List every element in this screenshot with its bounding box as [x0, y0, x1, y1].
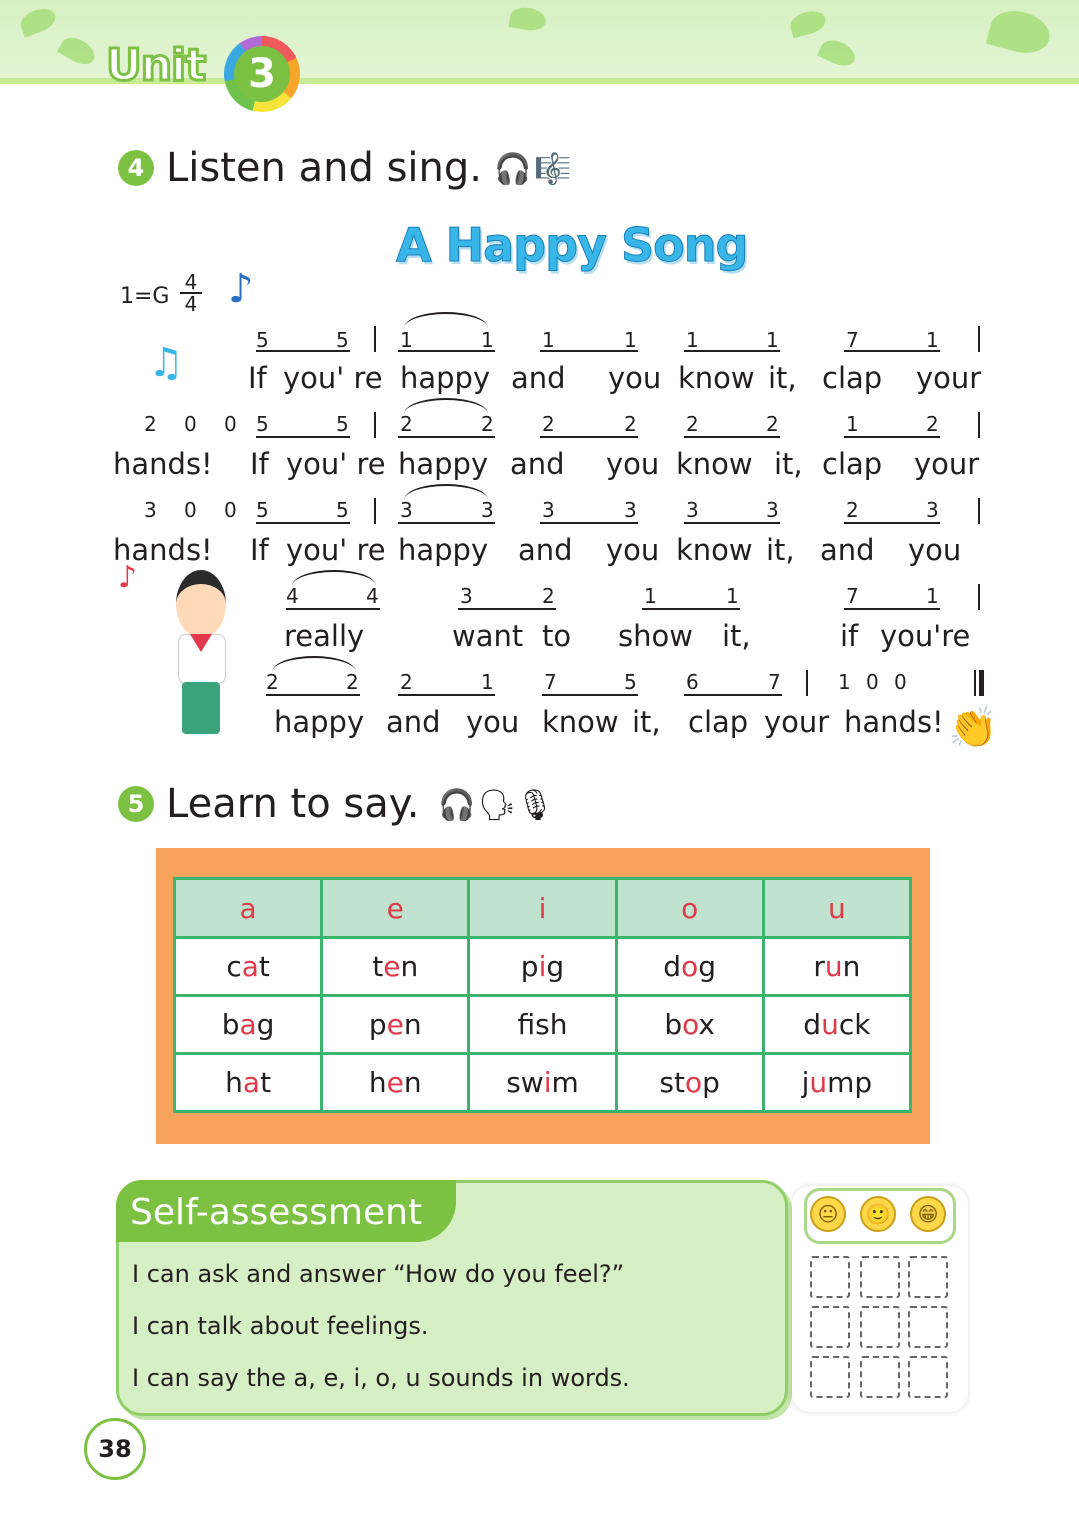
note: 4 — [286, 584, 299, 608]
beam — [684, 694, 782, 696]
word-part: j — [801, 1066, 810, 1099]
note: 3 — [144, 498, 157, 522]
lyric: clap — [822, 447, 883, 481]
lyric: and — [510, 447, 565, 481]
lyric: it, — [774, 447, 803, 481]
note: 7 — [544, 670, 557, 694]
word-vowel: u — [821, 1008, 839, 1041]
note: 0 — [894, 670, 907, 694]
self-assessment-item: I can say the a, e, i, o, u sounds in words. — [132, 1364, 630, 1392]
unit-number: 3 — [234, 46, 290, 102]
bar-line — [978, 584, 980, 610]
word-part: t — [260, 1066, 272, 1099]
boy-head — [176, 570, 226, 638]
note: 1 — [838, 670, 851, 694]
word-vowel: e — [383, 950, 401, 983]
beam — [684, 436, 780, 438]
bar-line — [806, 670, 808, 696]
slur — [404, 398, 488, 414]
beam — [540, 350, 638, 352]
lyric: it, — [768, 361, 797, 395]
bar-line — [978, 326, 980, 352]
word-part: h — [368, 1066, 387, 1099]
word-part: t — [372, 950, 384, 983]
slur — [404, 484, 488, 500]
boy-trousers — [182, 682, 220, 734]
note: 1 — [926, 328, 939, 352]
grinning-face-icon: 😁 — [910, 1196, 946, 1232]
note: 1 — [644, 584, 657, 608]
note: 2 — [481, 412, 494, 436]
time-signature-bottom: 4 — [184, 292, 198, 316]
lyric: you're — [880, 619, 971, 653]
note: 2 — [766, 412, 779, 436]
music-notes-icon: ♫ — [148, 340, 184, 386]
microphone-icon[interactable]: 🎙 — [516, 788, 555, 823]
word-cell — [469, 996, 616, 1054]
note: 2 — [846, 498, 859, 522]
beam — [540, 522, 638, 524]
lyric: and — [511, 361, 566, 395]
lyric: it, — [632, 705, 661, 739]
unit-number-badge — [224, 36, 300, 112]
beam — [542, 694, 638, 696]
bar-line — [978, 412, 980, 438]
self-assessment-item: I can talk about feelings. — [132, 1312, 429, 1340]
note: 3 — [400, 498, 413, 522]
key-signature: 1=G — [120, 284, 170, 309]
note: 3 — [686, 498, 699, 522]
word-part: g — [256, 1008, 275, 1041]
word-part: m — [551, 1066, 579, 1099]
headphones-icon[interactable]: 🎧 — [438, 788, 476, 823]
note: 7 — [846, 328, 859, 352]
headphones-icon[interactable]: 🎧 — [494, 152, 532, 187]
rating-checkbox[interactable] — [810, 1256, 850, 1298]
word-cell — [175, 1054, 322, 1112]
word-vowel: i — [538, 950, 547, 983]
lyric: you — [908, 533, 962, 567]
word-cell — [616, 1054, 763, 1112]
word-part: b — [221, 1008, 240, 1041]
note: 2 — [266, 670, 279, 694]
word-vowel: o — [682, 1008, 699, 1041]
beam — [844, 522, 940, 524]
word-vowel: o — [681, 950, 699, 983]
note: 2 — [400, 412, 413, 436]
unit-label: Unit — [106, 40, 206, 91]
rating-checkbox[interactable] — [810, 1306, 850, 1348]
beam — [256, 522, 350, 524]
vowel-table — [173, 877, 912, 1113]
beam — [266, 694, 360, 696]
word-cell — [763, 1054, 910, 1112]
note: 1 — [481, 670, 494, 694]
word-part: b — [664, 1008, 683, 1041]
lyric: happy — [400, 361, 491, 395]
word-part: p — [702, 1066, 720, 1099]
word-part: n — [842, 950, 861, 983]
word-part: p — [368, 1008, 387, 1041]
lyric: know — [678, 361, 755, 395]
note: 2 — [542, 412, 555, 436]
end-bar-line-thick — [979, 670, 984, 696]
lyric: happy — [398, 447, 489, 481]
word-part: mp — [827, 1066, 873, 1099]
note: 1 — [766, 328, 779, 352]
lyric: you' re — [286, 533, 386, 567]
music-note-icon[interactable]: 🎼 — [534, 152, 572, 187]
lyric: hands! — [113, 533, 213, 567]
word-part: g — [698, 950, 716, 983]
note: 2 — [144, 412, 157, 436]
lyric: it, — [766, 533, 795, 567]
bar-line — [374, 326, 376, 352]
note: 5 — [336, 412, 349, 436]
word-vowel: i — [543, 1066, 552, 1099]
note: 0 — [224, 498, 237, 522]
note: 2 — [686, 412, 699, 436]
word-part: sh — [535, 1008, 568, 1041]
note: 0 — [184, 498, 197, 522]
note: 5 — [256, 328, 269, 352]
lyric: know — [676, 533, 753, 567]
word-vowel: u — [809, 1066, 828, 1099]
word-part: sw — [506, 1066, 544, 1099]
table-row — [175, 938, 911, 996]
lyric: your — [764, 705, 830, 739]
note: 2 — [926, 412, 939, 436]
lyric: want — [452, 619, 524, 653]
vowel-header: i — [469, 879, 616, 938]
word-part: d — [803, 1008, 822, 1041]
beam — [398, 522, 495, 524]
word-part: t — [258, 950, 270, 983]
lyric: it, — [722, 619, 751, 653]
page-number: 38 — [84, 1418, 146, 1480]
vowel-header: o — [616, 879, 763, 938]
vowel-header: a — [175, 879, 322, 938]
rating-checkbox[interactable] — [810, 1356, 850, 1398]
word-cell — [616, 996, 763, 1054]
beam — [684, 350, 780, 352]
note: 2 — [346, 670, 359, 694]
lyric: If — [250, 447, 269, 481]
word-vowel: e — [386, 1008, 404, 1041]
word-cell — [322, 938, 469, 996]
word-part: x — [698, 1008, 715, 1041]
boy-illustration — [164, 570, 240, 742]
bar-line — [374, 412, 376, 438]
note: 0 — [224, 412, 237, 436]
slur — [272, 656, 356, 672]
note: 1 — [686, 328, 699, 352]
word-part: r — [813, 950, 825, 983]
lyric: hands! — [113, 447, 213, 481]
note: 4 — [366, 584, 379, 608]
word-cell — [322, 1054, 469, 1112]
word-vowel: a — [242, 1066, 261, 1099]
rating-checkbox[interactable] — [908, 1256, 948, 1298]
note: 2 — [400, 670, 413, 694]
lyric: If — [248, 361, 267, 395]
note: 5 — [336, 328, 349, 352]
vowel-header: u — [763, 879, 910, 938]
word-cell — [469, 938, 616, 996]
song-title: A Happy Song — [396, 218, 748, 272]
note: 7 — [846, 584, 859, 608]
self-assessment-title: Self-assessment — [130, 1192, 423, 1233]
rating-checkbox[interactable] — [908, 1306, 948, 1348]
note: 1 — [726, 584, 739, 608]
word-vowel: e — [386, 1066, 404, 1099]
beam — [256, 436, 350, 438]
word-vowel: a — [239, 1008, 257, 1041]
word-part: n — [400, 950, 419, 983]
note: 3 — [481, 498, 494, 522]
lyric: and — [386, 705, 441, 739]
beam — [256, 350, 350, 352]
word-part: g — [546, 950, 565, 983]
word-part: h — [225, 1066, 243, 1099]
end-bar-line — [974, 670, 976, 696]
word-cell — [763, 938, 910, 996]
beam — [398, 436, 495, 438]
section-4-number: 4 — [118, 150, 154, 186]
time-signature-top: 4 — [184, 270, 198, 294]
table-header-row — [175, 879, 911, 938]
note: 3 — [624, 498, 637, 522]
lyric: hands! — [844, 705, 944, 739]
lyric: to — [542, 619, 572, 653]
word-cell — [322, 996, 469, 1054]
note: 5 — [336, 498, 349, 522]
lyric: clap — [688, 705, 749, 739]
smiling-face-icon: 🙂 — [860, 1196, 896, 1232]
lyric: and — [820, 533, 875, 567]
table-row — [175, 996, 911, 1054]
note: 3 — [542, 498, 555, 522]
note: 5 — [624, 670, 637, 694]
word-part: p — [520, 950, 539, 983]
note: 1 — [542, 328, 555, 352]
beam — [684, 522, 780, 524]
lyric: your — [916, 361, 982, 395]
lyric: you — [606, 533, 660, 567]
clapping-hands-icon: 👏 — [948, 705, 998, 751]
beam — [398, 350, 495, 352]
word-part: st — [659, 1066, 685, 1099]
note: 1 — [926, 584, 939, 608]
note: 1 — [400, 328, 413, 352]
word-part: c — [226, 950, 242, 983]
word-part: ck — [838, 1008, 871, 1041]
beam — [286, 608, 380, 610]
note: 3 — [766, 498, 779, 522]
lyric: If — [250, 533, 269, 567]
word-cell — [175, 938, 322, 996]
rating-checkbox[interactable] — [908, 1356, 948, 1398]
lyric: you — [606, 447, 660, 481]
bar-line — [374, 498, 376, 524]
note: 0 — [184, 412, 197, 436]
word-cell — [763, 996, 910, 1054]
beam — [642, 608, 740, 610]
slur — [292, 570, 376, 586]
section-4-title: Listen and sing. — [166, 145, 482, 191]
section-5-number: 5 — [118, 786, 154, 822]
rating-checkbox[interactable] — [860, 1356, 900, 1398]
lyric: really — [284, 619, 365, 653]
lyric: show — [618, 619, 693, 653]
word-cell — [469, 1054, 616, 1112]
lyric: happy — [398, 533, 489, 567]
note: 7 — [768, 670, 781, 694]
beam — [458, 608, 556, 610]
lyric: happy — [274, 705, 365, 739]
lyric: know — [676, 447, 753, 481]
rating-checkbox[interactable] — [860, 1306, 900, 1348]
lyric: you' re — [283, 361, 383, 395]
word-part: d — [663, 950, 682, 983]
beam — [398, 694, 495, 696]
beam — [540, 436, 638, 438]
beam — [844, 350, 940, 352]
slur — [404, 312, 488, 328]
lyric: you' re — [286, 447, 386, 481]
music-note-icon: ♪ — [228, 266, 254, 312]
rating-checkbox[interactable] — [860, 1256, 900, 1298]
note: 5 — [256, 498, 269, 522]
section-5-title: Learn to say. — [166, 781, 420, 827]
lyric: your — [914, 447, 980, 481]
note: 0 — [866, 670, 879, 694]
vowel-header: e — [322, 879, 469, 938]
word-vowel: a — [241, 950, 259, 983]
bar-line — [978, 498, 980, 524]
note: 3 — [460, 584, 473, 608]
note: 2 — [542, 584, 555, 608]
word-part: n — [403, 1008, 422, 1041]
note: 2 — [624, 412, 637, 436]
neutral-face-icon: 😐 — [810, 1196, 846, 1232]
lyric: clap — [822, 361, 883, 395]
table-row — [175, 1054, 911, 1112]
note: 1 — [846, 412, 859, 436]
time-signature — [180, 272, 202, 314]
note: 6 — [686, 670, 699, 694]
lyric: you — [466, 705, 520, 739]
speaking-icon[interactable]: 🗣 — [478, 788, 517, 823]
note: 1 — [481, 328, 494, 352]
lyric: you — [608, 361, 662, 395]
lyric: know — [542, 705, 619, 739]
lyric: and — [518, 533, 573, 567]
note: 5 — [256, 412, 269, 436]
lyric: if — [840, 619, 859, 653]
word-cell — [616, 938, 763, 996]
note: 1 — [624, 328, 637, 352]
word-vowel: u — [824, 950, 843, 983]
music-note-icon: ♪ — [118, 560, 138, 595]
word-part: f — [517, 1008, 536, 1041]
word-vowel: o — [684, 1066, 703, 1099]
word-part: n — [403, 1066, 422, 1099]
beam — [844, 608, 940, 610]
self-assessment-item: I can ask and answer “How do you feel?” — [132, 1260, 625, 1288]
beam — [844, 436, 940, 438]
note: 3 — [926, 498, 939, 522]
word-cell — [175, 996, 322, 1054]
